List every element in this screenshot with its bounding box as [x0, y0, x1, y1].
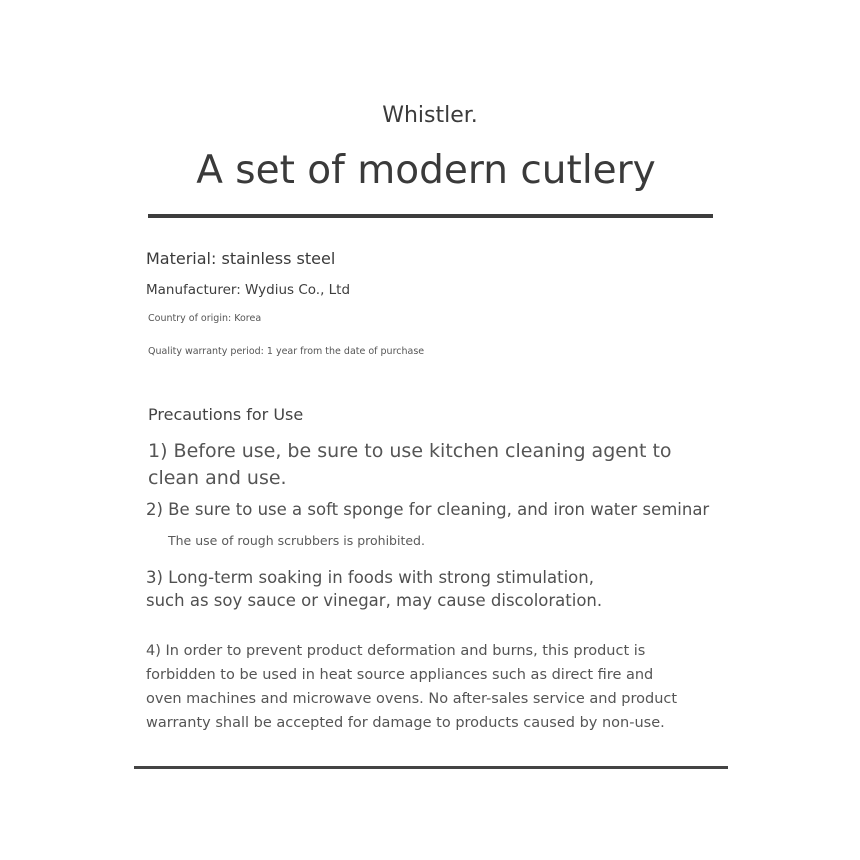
precautions-heading: Precautions for Use: [148, 405, 304, 424]
precaution-item-3-line-1: 3) Long-term soaking in foods with strong stimulation,: [146, 568, 594, 587]
page-title: A set of modern cutlery: [196, 148, 656, 193]
precaution-item-1-line-2: clean and use.: [148, 467, 287, 489]
precaution-item-2: 2) Be sure to use a soft sponge for cleaning, and iron water seminar: [146, 500, 710, 519]
precaution-item-2-note: The use of rough scrubbers is prohibited.: [168, 533, 425, 548]
precaution-item-4-line-1: 4) In order to prevent product deformation and burns, this product is: [146, 643, 646, 659]
spec-manufacturer: Manufacturer: Wydius Co., Ltd: [146, 282, 351, 298]
spec-warranty: Quality warranty period: 1 year from the date of purchase: [148, 346, 425, 357]
precaution-item-4-line-3: oven machines and microwave ovens. No after-sales service and product: [146, 691, 678, 707]
precaution-item-1-line-1: 1) Before use, be sure to use kitchen cleaning agent to: [148, 440, 672, 462]
precaution-item-3-line-2: such as soy sauce or vinegar, may cause discoloration.: [146, 591, 603, 610]
precaution-item-3: [146, 566, 602, 612]
precaution-item-1: [148, 438, 672, 492]
precaution-item-4-line-4: warranty shall be accepted for damage to products caused by non-use.: [146, 715, 665, 731]
bottom-divider: [134, 766, 728, 769]
brand-name: Whistler.: [382, 103, 478, 128]
precaution-item-4: [146, 639, 677, 735]
precaution-item-4-line-2: forbidden to be used in heat source appliances such as direct fire and: [146, 667, 654, 683]
spec-origin: Country of origin: Korea: [148, 313, 262, 324]
spec-material: Material: stainless steel: [146, 249, 336, 268]
top-divider: [148, 214, 713, 218]
